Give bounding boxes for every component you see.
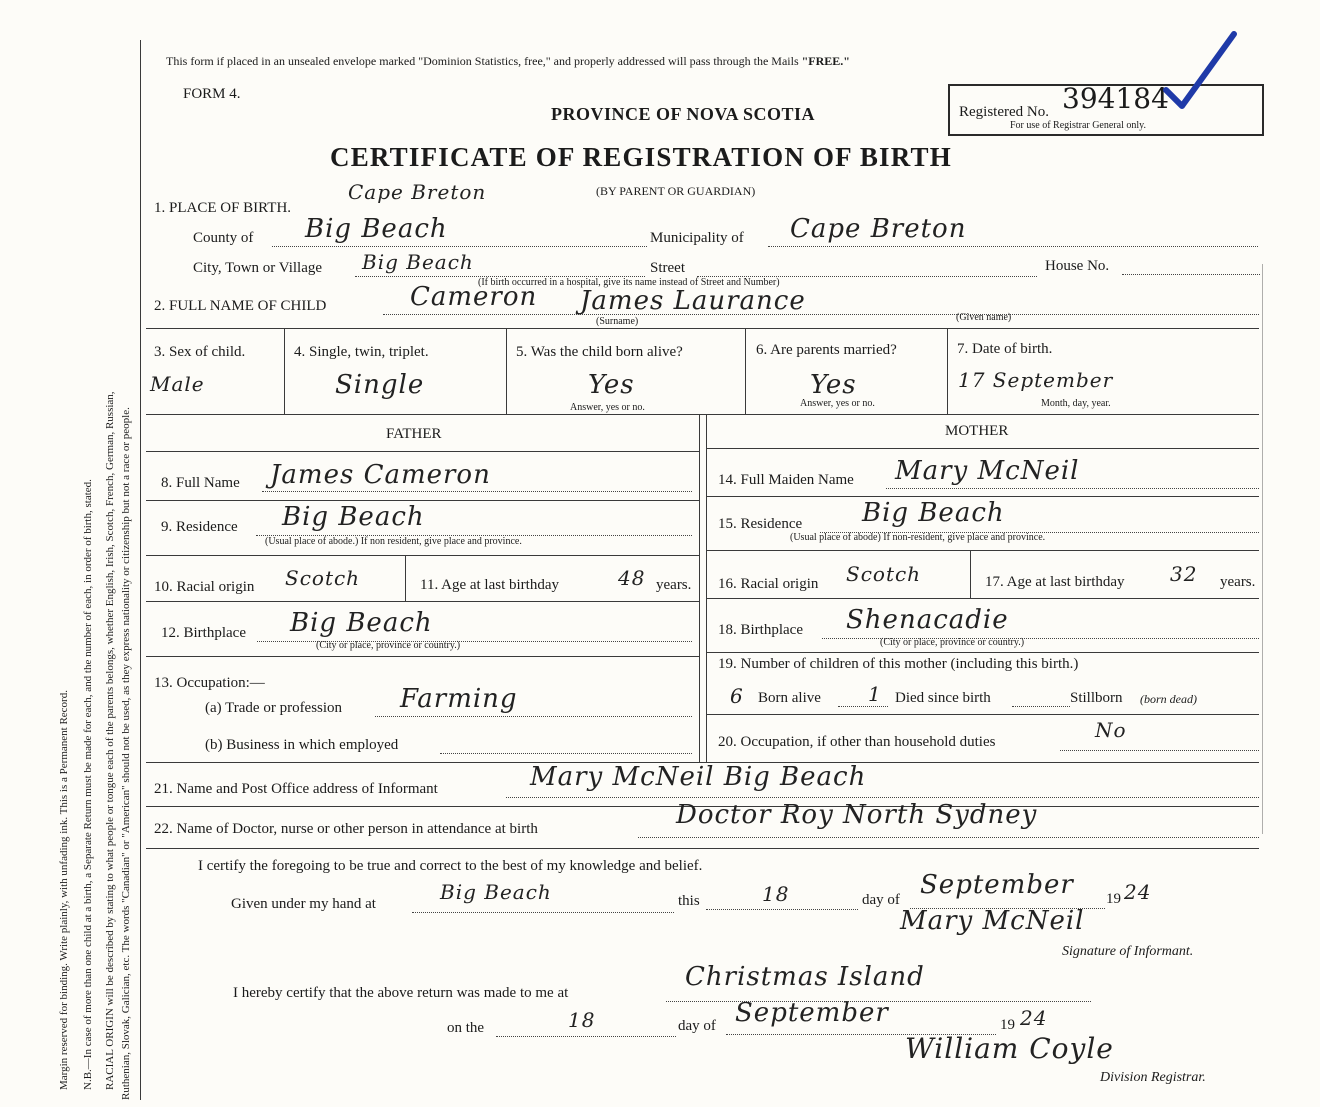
mail-notice <box>166 54 850 69</box>
given-under-hand-label: Given under my hand at <box>231 896 376 912</box>
day-of-label: day of <box>862 892 900 908</box>
father-occupation-label: 13. Occupation:— <box>154 675 265 691</box>
registrar-signature-label: Division Registrar. <box>1100 1070 1206 1085</box>
this-label: this <box>678 893 700 909</box>
father-residence-label: 9. Residence <box>161 519 238 535</box>
margin-note-multiple-births: N.B.—In case of more than one child at a birth, a Separate Return must be made for each, and the number of each, in order of birth, stated. <box>82 479 94 1090</box>
place-of-birth-label: 1. PLACE OF BIRTH. <box>154 200 292 216</box>
county-value: Big Beach <box>305 214 448 244</box>
informant-label: 21. Name and Post Office address of Informant <box>154 781 438 797</box>
house-number-label: House No. <box>1045 258 1110 274</box>
born-alive-count: 6 <box>730 684 744 708</box>
mother-name-line <box>886 488 1259 489</box>
certify-day-value: 18 <box>762 882 790 906</box>
father-name-value: James Cameron <box>270 460 491 490</box>
mother-rule-3 <box>706 550 1259 551</box>
child-surname: Cameron <box>410 282 538 312</box>
registrar-certify-text: I hereby certify that the above return was made to me at <box>233 985 569 1001</box>
mother-birthplace-note: (City or place, province or country.) <box>880 637 1025 648</box>
mother-heading: MOTHER <box>945 423 1009 439</box>
stillborn-label: Stillborn <box>1070 690 1123 706</box>
child-given-name: James Laurance <box>580 286 806 316</box>
mother-residence-value: Big Beach <box>862 498 1005 528</box>
municipality-value: Cape Breton <box>790 214 967 244</box>
mail-notice-text: This form if placed in an unsealed envelope marked "Dominion Statistics, free," and properly addressed will pass through the Mails <box>166 54 799 68</box>
surname-note: (Surname) <box>596 316 639 327</box>
father-residence-note: (Usual place of abode.) If non resident, give place and province. <box>265 536 522 547</box>
mail-free: "FREE." <box>801 54 850 68</box>
child-name-line <box>383 314 1259 315</box>
mother-occupation-label: 20. Occupation, if other than household duties <box>718 734 996 750</box>
father-race-value: Scotch <box>285 566 361 590</box>
registrar-day-line <box>496 1036 676 1037</box>
father-race-divider <box>405 555 406 601</box>
born-alive-note: Answer, yes or no. <box>570 402 645 413</box>
row3-top-border <box>146 328 1259 329</box>
mother-occupation-value: No <box>1095 718 1127 742</box>
father-age-label: 11. Age at last birthday <box>420 577 559 593</box>
father-rule-1 <box>146 451 699 452</box>
single-twin-label: 4. Single, twin, triplet. <box>294 344 429 360</box>
doctor-value: Doctor Roy North Sydney <box>676 800 1038 830</box>
father-rule-3 <box>146 555 699 556</box>
mother-rule-2 <box>706 496 1259 497</box>
street-label: Street <box>650 260 685 276</box>
parents-married-note: Answer, yes or no. <box>800 398 875 409</box>
father-name-label: 8. Full Name <box>161 475 240 491</box>
mother-name-value: Mary McNeil <box>895 456 1080 486</box>
father-race-label: 10. Racial origin <box>154 579 255 595</box>
row3-divider-4 <box>947 328 948 414</box>
right-border <box>1262 264 1263 834</box>
mother-name-label: 14. Full Maiden Name <box>718 472 854 488</box>
father-trade-line <box>375 716 692 717</box>
registration-note: For use of Registrar General only. <box>1010 120 1146 131</box>
doctor-label: 22. Name of Doctor, nurse or other person in attendance at birth <box>154 821 538 837</box>
father-rule-2 <box>146 500 699 501</box>
certify-month-value: September <box>920 870 1074 900</box>
informant-value: Mary McNeil Big Beach <box>530 762 867 792</box>
father-trade-value: Farming <box>400 684 518 714</box>
margin-note-racial-origin-2: Ruthenian, Slovak, Galician, etc. The words "Canadian" or "American" should not be used, as they express nationality or citizenship but not a race or people. <box>120 407 132 1100</box>
single-twin-value: Single <box>335 370 425 400</box>
municipality-label: Municipality of <box>650 230 744 246</box>
born-alive-label: 5. Was the child born alive? <box>516 344 683 360</box>
certificate-subtitle: (BY PARENT OR GUARDIAN) <box>596 184 756 198</box>
parents-divider-right <box>706 414 707 762</box>
born-alive-count-label: Born alive <box>758 690 821 706</box>
municipality-line <box>768 246 1258 247</box>
registrar-day-of-label: day of <box>678 1018 716 1034</box>
father-residence-value: Big Beach <box>282 502 425 532</box>
mother-birthplace-value: Shenacadie <box>846 605 1009 635</box>
father-business-line <box>440 753 692 754</box>
county-line <box>272 246 647 247</box>
margin-note-binding: Margin reserved for binding. Write plainly, with unfading ink. This is a Permanent Record. <box>58 690 70 1090</box>
mother-rule-6 <box>706 714 1259 715</box>
street-note: (If birth occurred in a hospital, give its name instead of Street and Number) <box>478 277 780 288</box>
father-heading: FATHER <box>386 426 442 442</box>
day-line <box>706 909 858 910</box>
stillborn-note: (born dead) <box>1140 692 1197 706</box>
father-birthplace-note: (City or place, province or country.) <box>316 640 461 651</box>
father-age-unit: years. <box>656 577 692 593</box>
mother-race-divider <box>970 550 971 598</box>
father-trade-label: (a) Trade or profession <box>205 700 343 716</box>
city-value: Big Beach <box>362 250 474 274</box>
place-of-birth-value: Cape Breton <box>348 180 487 204</box>
row3-divider-1 <box>284 328 285 414</box>
row3-divider-3 <box>745 328 746 414</box>
father-rule-4 <box>146 601 699 602</box>
doctor-rule <box>146 848 1259 849</box>
certify-year-prefix: 19 <box>1106 891 1121 907</box>
mother-race-value: Scotch <box>846 562 922 586</box>
given-name-note: (Given name) <box>956 312 1012 323</box>
child-name-label: 2. FULL NAME OF CHILD <box>154 298 327 314</box>
informant-line <box>506 797 1259 798</box>
certificate-title: CERTIFICATE OF REGISTRATION OF BIRTH <box>330 142 952 172</box>
mother-rule-1 <box>706 448 1259 449</box>
sex-label: 3. Sex of child. <box>154 344 246 360</box>
father-birthplace-value: Big Beach <box>290 608 433 638</box>
mother-birthplace-label: 18. Birthplace <box>718 622 803 638</box>
margin-note-racial-origin-1: RACIAL ORIGIN will be described by stating to what people or tongue each of the parents belongs, whether English, Irish, Scotch, French, German, Russian, <box>104 391 116 1090</box>
died-line <box>1012 706 1070 707</box>
registrar-place-value: Christmas Island <box>685 962 925 992</box>
registrar-year-value: 24 <box>1020 1006 1048 1030</box>
mother-children-label: 19. Number of children of this mother (including this birth.) <box>718 656 1079 672</box>
parents-divider-left <box>699 414 700 762</box>
binding-line <box>140 40 141 1100</box>
date-of-birth-note: Month, day, year. <box>1041 398 1111 409</box>
father-birthplace-label: 12. Birthplace <box>161 625 246 641</box>
date-of-birth-value: 17 September <box>958 368 1114 392</box>
informant-signature: Mary McNeil <box>900 906 1085 936</box>
house-number-line <box>1122 274 1260 275</box>
parents-married-value: Yes <box>810 370 857 400</box>
born-alive-value: Yes <box>588 370 635 400</box>
mother-age-value: 32 <box>1170 562 1198 586</box>
father-name-line <box>262 491 692 492</box>
on-the-label: on the <box>447 1020 485 1036</box>
mother-age-label: 17. Age at last birthday <box>985 574 1125 590</box>
parents-married-label: 6. Are parents married? <box>756 342 897 358</box>
given-place-value: Big Beach <box>440 880 552 904</box>
registered-number-label: Registered No. <box>959 104 1049 120</box>
mother-rule-4 <box>706 598 1259 599</box>
registrar-year-prefix: 19 <box>1000 1017 1015 1033</box>
county-label: County of <box>193 230 254 246</box>
row3-divider-2 <box>506 328 507 414</box>
mother-residence-note: (Usual place of abode) If non-resident, give place and province. <box>790 532 1046 543</box>
mother-race-label: 16. Racial origin <box>718 576 819 592</box>
died-count-label: Died since birth <box>895 690 991 706</box>
given-place-line <box>412 912 674 913</box>
form-number: FORM 4. <box>183 86 241 102</box>
sex-value: Male <box>150 372 205 396</box>
city-label: City, Town or Village <box>193 260 323 276</box>
father-age-value: 48 <box>618 566 646 590</box>
certify-text: I certify the foregoing to be true and correct to the best of my knowledge and belief. <box>198 858 703 874</box>
father-rule-5 <box>146 656 699 657</box>
died-count: 1 <box>868 682 882 706</box>
registered-number: 394184 <box>1062 82 1169 115</box>
father-business-label: (b) Business in which employed <box>205 737 399 753</box>
born-alive-line <box>838 706 888 707</box>
certify-year-value: 24 <box>1124 880 1152 904</box>
informant-signature-label: Signature of Informant. <box>1062 944 1194 959</box>
checkmark-icon <box>1160 30 1240 110</box>
mother-age-unit: years. <box>1220 574 1256 590</box>
province-title: PROVINCE OF NOVA SCOTIA <box>551 104 816 124</box>
date-of-birth-label: 7. Date of birth. <box>957 341 1053 357</box>
mother-occupation-line <box>1060 750 1259 751</box>
doctor-line <box>638 837 1259 838</box>
mother-residence-label: 15. Residence <box>718 516 803 532</box>
mother-rule-5 <box>706 652 1259 653</box>
registrar-day-value: 18 <box>568 1008 596 1032</box>
registrar-month-value: September <box>735 998 889 1028</box>
registrar-signature: William Coyle <box>905 1032 1114 1065</box>
row3-bottom-border <box>146 414 1259 415</box>
